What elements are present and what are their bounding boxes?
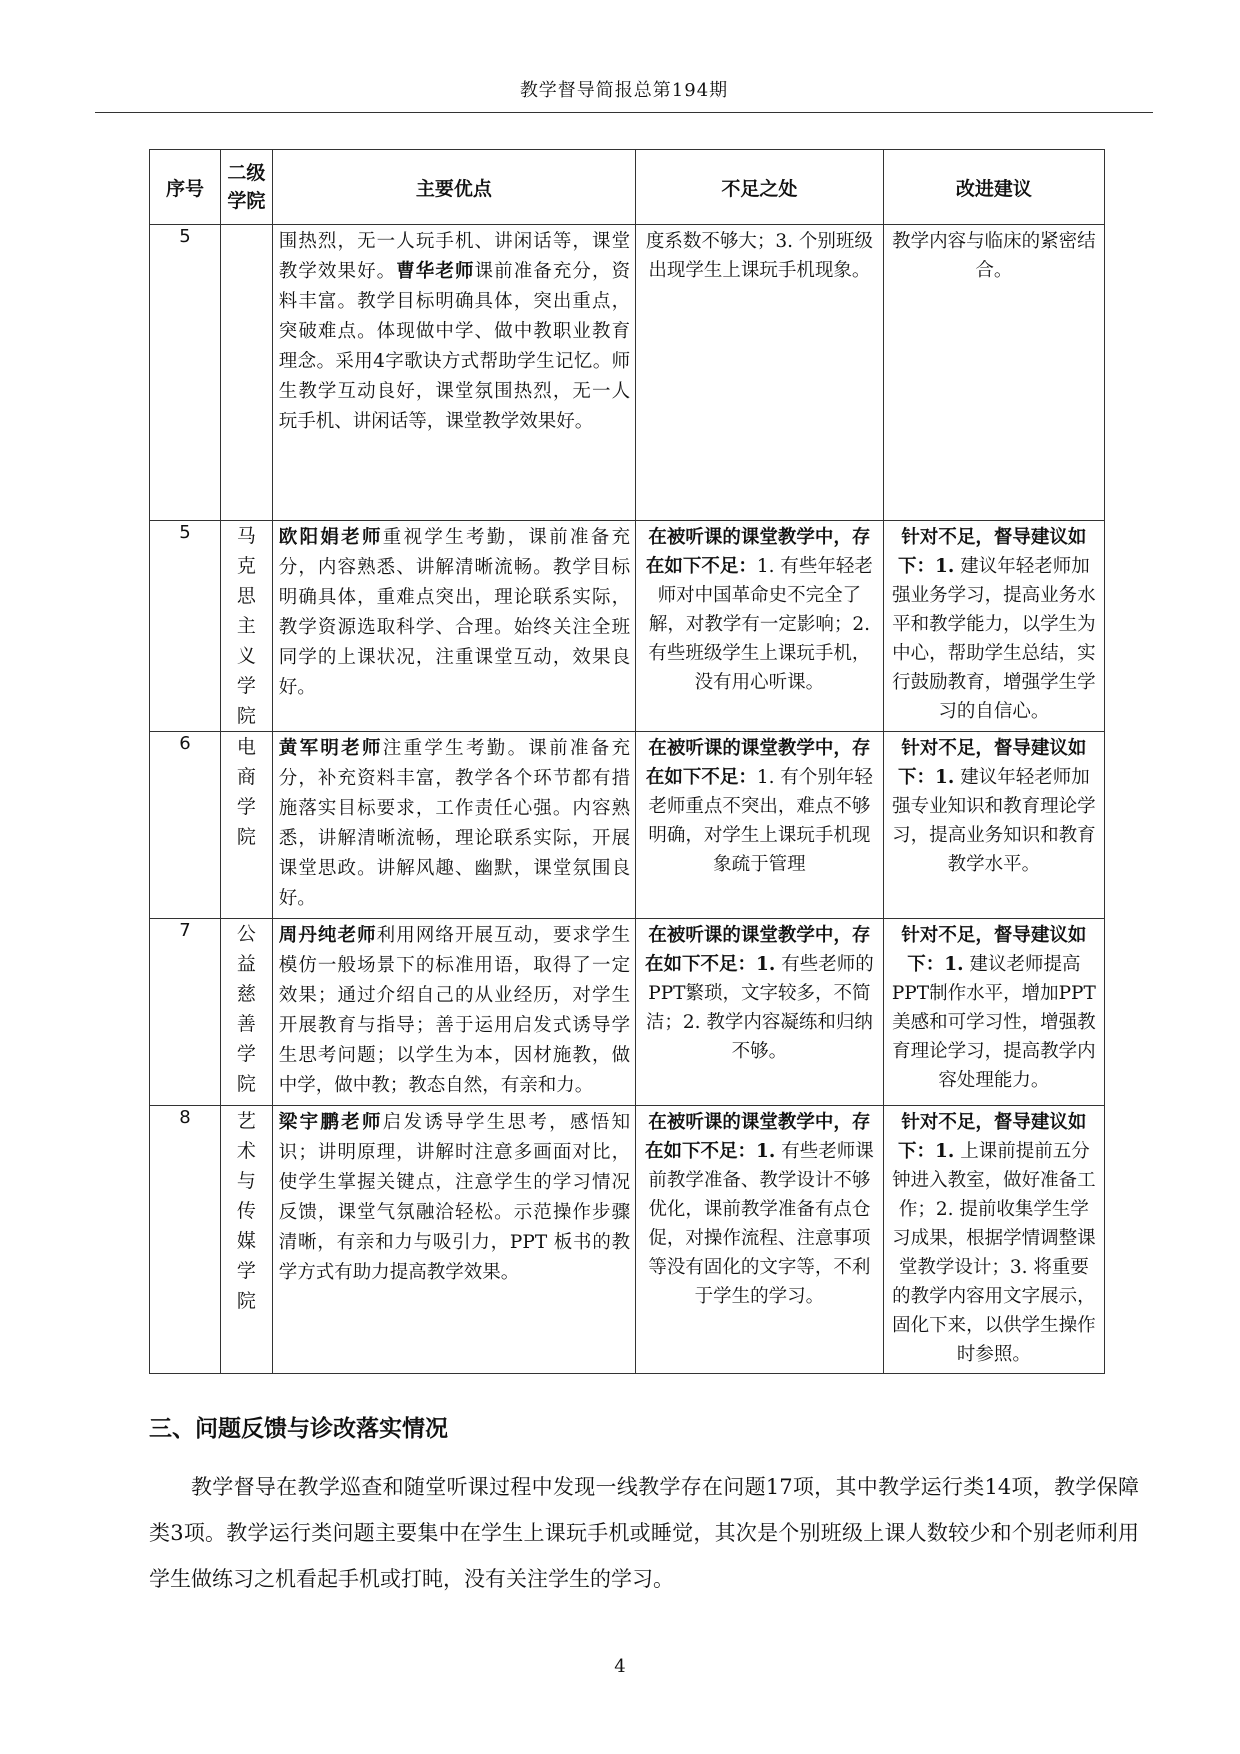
column-header-college — [221, 150, 273, 225]
row-suggestions — [883, 732, 1104, 919]
advantage-text: 注重学生考勤。课前准备充分，补充资料丰富，教学各个环节都有措施落实目标要求，工作责任心强。内容熟悉，讲解清晰流畅，理论联系实际，开展课堂思政。讲解风趣、幽默，课堂氛围良好。 — [278, 738, 631, 909]
row-college — [221, 521, 273, 732]
row-college — [221, 732, 273, 919]
table-header-row — [150, 150, 1105, 225]
shortcoming-lead: 在被听课的课堂教学中，存在如下不足： — [645, 738, 871, 788]
row-suggestions — [883, 919, 1104, 1106]
row-number: 6 — [150, 732, 221, 919]
table-row — [150, 225, 1105, 521]
row-shortcomings — [636, 225, 884, 521]
table-row — [150, 919, 1105, 1106]
advantage-text: 重视学生考勤，课前准备充分，内容熟悉、讲解清晰流畅。教学目标明确具体，重难点突出，理论联系实际，教学资源选取科学、合理。始终关注全班同学的上课状况，注重课堂互动，效果良好。 — [278, 527, 631, 698]
row-shortcomings — [636, 521, 884, 732]
suggestion-lead: 针对不足，督导建议如下：1. — [898, 738, 1087, 788]
shortcoming-text: 度系数不够大；3. 个别班级出现学生上课玩手机现象。 — [645, 231, 873, 281]
column-header-number: 序号 — [150, 150, 221, 225]
shortcoming-text: 1. 有些年轻老师对中国革命史不完全了解，对教学有一定影响；2. 有些班级学生上课玩手机，没有用心听课。 — [648, 556, 873, 693]
shortcoming-text: 1. 有个别年轻老师重点不突出，难点不够明确，对学生上课玩手机现象疏于管理 — [648, 767, 873, 875]
page-number: 4 — [614, 1656, 626, 1677]
row-shortcomings — [636, 732, 884, 919]
row-advantages — [272, 521, 635, 732]
teacher-name: 曹华老师 — [396, 261, 475, 282]
suggestion-text: 建议年轻老师加强业务学习，提高业务水平和教学能力，以学生为中心，帮助学生总结，实行鼓励教育，增强学生学习的自信心。 — [892, 556, 1096, 722]
row-number: 5 — [150, 225, 221, 521]
suggestion-lead: 针对不足，督导建议如下：1. — [898, 527, 1087, 577]
shortcoming-text: 有些老师的PPT繁琐，文字较多，不简洁；2. 教学内容凝练和归纳不够。 — [645, 954, 874, 1062]
advantage-text: 启发诱导学生思考，感悟知识；讲明原理，讲解时注意多画面对比，使学生掌握关键点，注意学生的学习情况反馈，课堂气氛融洽轻松。示范操作步骤清晰，有亲和力与吸引力，PPT 板书的教学方式有助力提高教学效果。 — [278, 1112, 631, 1283]
suggestion-lead: 针对不足，督导建议如下：1. — [898, 1112, 1087, 1162]
row-college-label: 马克思主义学院 — [236, 525, 256, 727]
teacher-name: 周丹纯老师 — [278, 925, 377, 946]
row-college-label: 公益慈善学院 — [236, 923, 256, 1095]
column-header-college-label: 二级学院 — [227, 162, 266, 212]
row-college-label: 艺术与传媒学院 — [236, 1110, 256, 1312]
row-college — [221, 919, 273, 1106]
shortcoming-lead: 在被听课的课堂教学中，存在如下不足：1. — [645, 1112, 871, 1162]
teaching-review-table — [149, 149, 1105, 1374]
shortcoming-text: 有些老师课前教学准备、教学设计不够优化，课前教学准备有点仓促，对操作流程、注意事项等没有固化的文字等，不利于学生的学习。 — [648, 1141, 874, 1307]
row-advantages — [272, 1106, 635, 1374]
suggestion-text: 建议年轻老师加强专业知识和教育理论学习，提高业务知识和教育教学水平。 — [892, 767, 1096, 875]
table-row — [150, 1106, 1105, 1374]
advantage-text: 课前准备充分，资料丰富。教学目标明确具体，突出重点，突破难点。体现做中学、做中教职业教育理念。采用4字歌诀方式帮助学生记忆。师生教学互动良好，课堂氛围热烈，无一人玩手机、讲闲话等，课堂教学效果好。 — [278, 261, 631, 432]
row-college-label: 电商学院 — [236, 736, 256, 848]
column-header-shortcomings: 不足之处 — [636, 150, 884, 225]
table-row — [150, 521, 1105, 732]
section-paragraph: 教学督导在教学巡查和随堂听课过程中发现一线教学存在问题17项，其中教学运行类14项，教学保障类3项。教学运行类问题主要集中在学生上课玩手机或睡觉，其次是个别班级上课人数较少和个别老师利用学生做练习之机看起手机或打盹，没有关注学生的学习。 — [149, 1475, 1139, 1591]
section-heading: 三、问题反馈与诊改落实情况 — [149, 1416, 448, 1442]
row-shortcomings — [636, 1106, 884, 1374]
row-suggestions — [883, 521, 1104, 732]
row-suggestions — [883, 225, 1104, 521]
page-header: 教学督导简报总第194期 — [95, 76, 1153, 113]
row-number: 5 — [150, 521, 221, 732]
teacher-name: 黄军明老师 — [278, 738, 383, 759]
teacher-name: 欧阳娟老师 — [278, 527, 383, 548]
advantage-text: 围热烈，无一人玩手机、讲闲话等，课堂教学效果好。 — [278, 231, 631, 282]
row-number: 7 — [150, 919, 221, 1106]
shortcoming-lead: 在被听课的课堂教学中，存在如下不足：1. — [645, 925, 871, 975]
suggestion-text: 教学内容与临床的紧密结合。 — [892, 231, 1096, 281]
table-row — [150, 732, 1105, 919]
advantage-text: 利用网络开展互动，要求学生模仿一般场景下的标准用语，取得了一定效果；通过介绍自己的从业经历，对学生开展教育与指导；善于运用启发式诱导学生思考问题；以学生为本，因材施教，做中学，做中教；教态自然，有亲和力。 — [278, 925, 631, 1096]
row-advantages — [272, 919, 635, 1106]
suggestion-text: 建议老师提高PPT制作水平，增加PPT美感和可学习性，增强教育理论学习，提高教学内容处理能力。 — [891, 954, 1096, 1091]
row-advantages — [272, 732, 635, 919]
shortcoming-lead: 在被听课的课堂教学中，存在如下不足： — [645, 527, 871, 577]
row-shortcomings — [636, 919, 884, 1106]
row-number: 8 — [150, 1106, 221, 1374]
column-header-advantages: 主要优点 — [272, 150, 635, 225]
suggestion-lead: 针对不足，督导建议如下：1. — [901, 925, 1087, 975]
row-suggestions — [883, 1106, 1104, 1374]
column-header-suggestions: 改进建议 — [883, 150, 1104, 225]
suggestion-text: 上课前提前五分钟进入教室，做好准备工作；2. 提前收集学生学习成果，根据学情调整课堂教学设计；3. 将重要的教学内容用文字展示，固化下来，以供学生操作时参照。 — [892, 1141, 1096, 1365]
row-college — [221, 1106, 273, 1374]
teacher-name: 梁宇鹏老师 — [278, 1112, 383, 1133]
row-college — [221, 225, 273, 521]
row-advantages — [272, 225, 635, 521]
